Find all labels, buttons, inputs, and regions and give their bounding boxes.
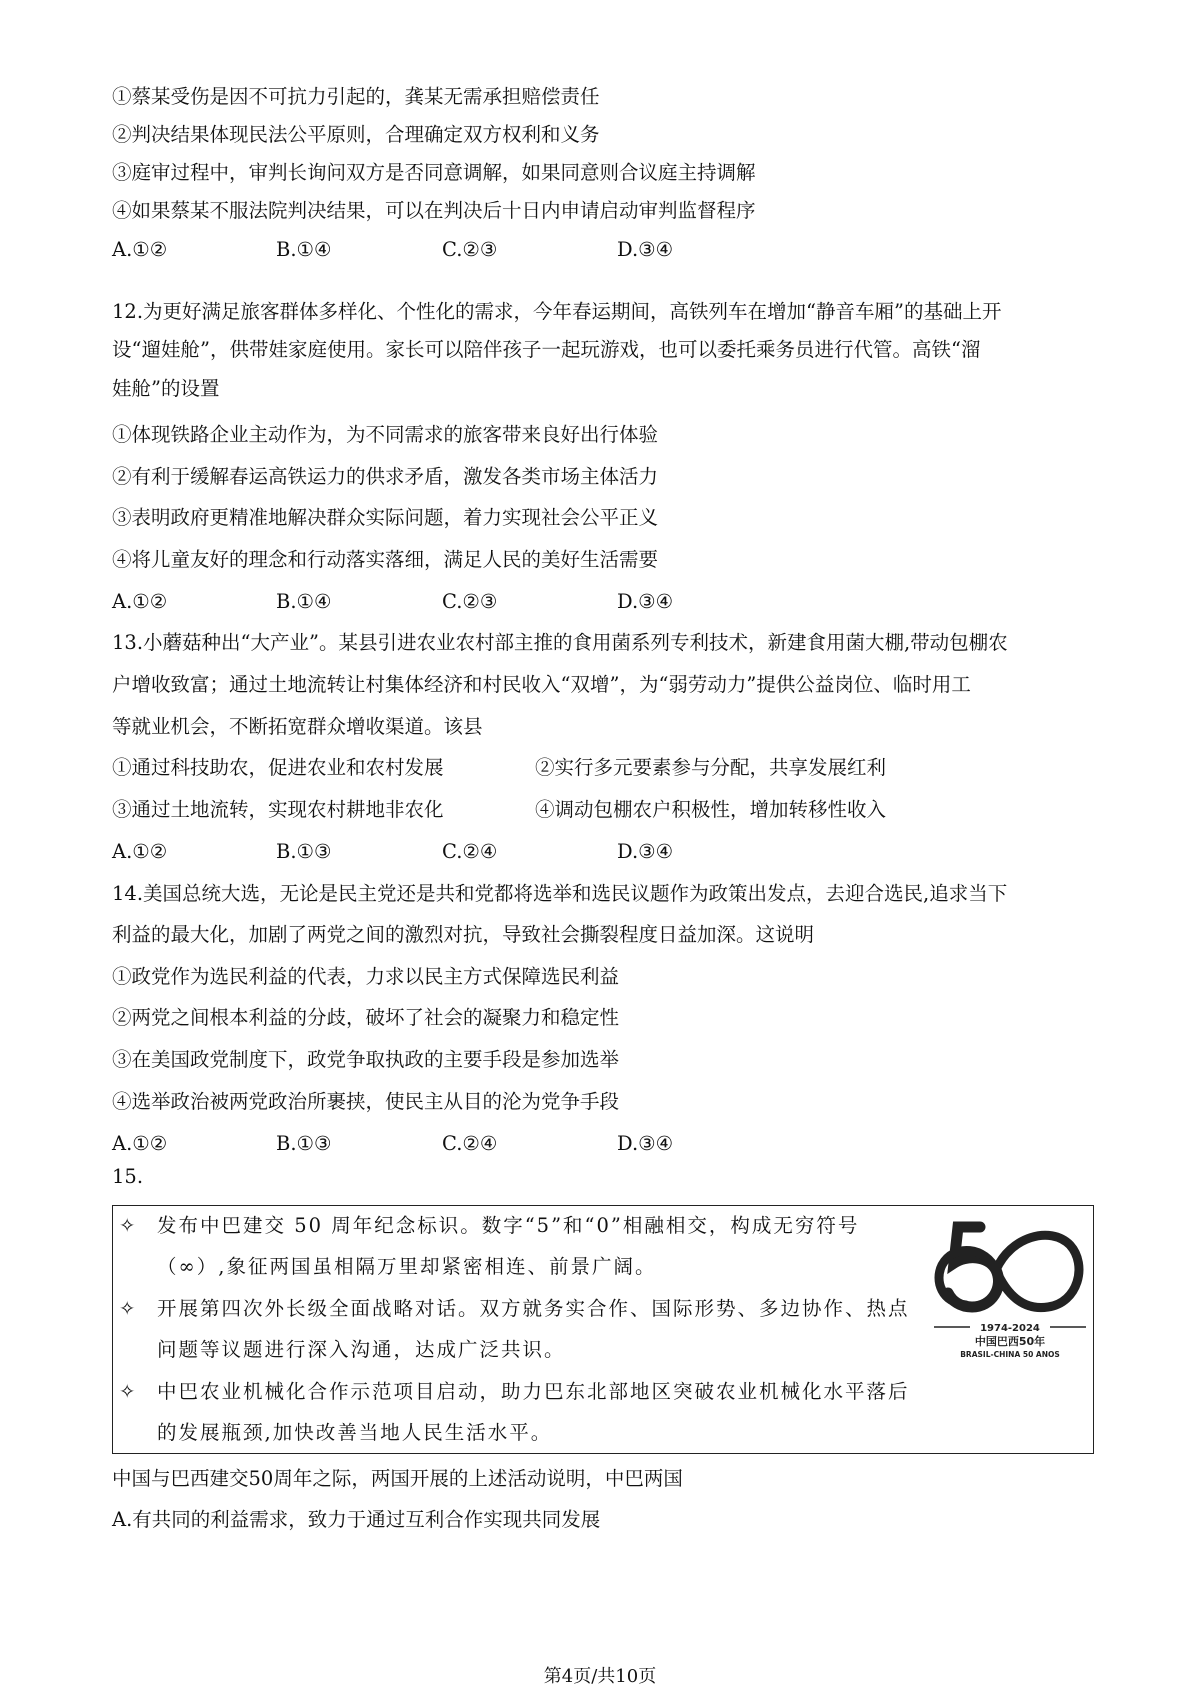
q11-item-2: ②判决结果体现民法公平原则，合理确定双方权利和义务 bbox=[112, 123, 600, 146]
q15-number: 15. bbox=[112, 1165, 144, 1188]
q13-option-c: C.②④ bbox=[442, 840, 498, 863]
q14-option-d: D.③④ bbox=[617, 1132, 674, 1155]
q11-option-a: A.①② bbox=[112, 238, 168, 261]
q13-option-d: D.③④ bbox=[617, 840, 674, 863]
q13-item-1: ①通过科技助农，促进农业和农村发展 bbox=[112, 756, 444, 779]
q11-option-d: D.③④ bbox=[617, 238, 674, 261]
q13-stem-line-1: 13.小蘑菇种出“大产业”。某县引进农业农村部主推的食用菌系列专利技术，新建食用菌大棚,带动包棚农 bbox=[112, 631, 1008, 654]
q15-box-text-2: （∞）,象征两国虽相隔万里却紧密相连、前景广阔。 bbox=[157, 1255, 657, 1278]
q11-option-b: B.①④ bbox=[276, 238, 332, 261]
q14-option-a: A.①② bbox=[112, 1132, 168, 1155]
q15-box-text-6: 的发展瓶颈,加快改善当地人民生活水平。 bbox=[157, 1421, 553, 1444]
q11-option-c: C.②③ bbox=[442, 238, 498, 261]
q15-box-text-4: 问题等议题进行深入沟通，达成广泛共识。 bbox=[157, 1338, 566, 1361]
q11-item-4: ④如果蔡某不服法院判决结果，可以在判决后十日内申请启动审判监督程序 bbox=[112, 199, 756, 222]
q13-stem-line-3: 等就业机会，不断拓宽群众增收渠道。该县 bbox=[112, 715, 483, 738]
q13-item-4: ④调动包棚农户积极性，增加转移性收入 bbox=[535, 798, 887, 821]
q12-option-a: A.①② bbox=[112, 590, 168, 613]
q11-item-1: ①蔡某受伤是因不可抗力引起的，龚某无需承担赔偿责任 bbox=[112, 85, 600, 108]
q14-option-c: C.②④ bbox=[442, 1132, 498, 1155]
china-brazil-50-years-logo bbox=[930, 1215, 1090, 1365]
q12-item-4: ④将儿童友好的理念和行动落实落细，满足人民的美好生活需要 bbox=[112, 548, 659, 571]
q14-item-3: ③在美国政党制度下，政党争取执政的主要手段是参加选举 bbox=[112, 1048, 620, 1071]
q15-box-text-5: 中巴农业机械化合作示范项目启动，助力巴东北部地区突破农业机械化水平落后 bbox=[157, 1380, 910, 1403]
q14-item-2: ②两党之间根本利益的分歧，破坏了社会的凝聚力和稳定性 bbox=[112, 1006, 620, 1029]
bullet-icon: ✧ bbox=[119, 1297, 136, 1320]
bullet-icon: ✧ bbox=[119, 1214, 136, 1237]
q13-option-b: B.①③ bbox=[276, 840, 332, 863]
q15-box-text-1: 发布中巴建交 50 周年纪念标识。数字“5”和“0”相融相交，构成无穷符号 bbox=[157, 1214, 860, 1237]
q13-stem-line-2: 户增收致富；通过土地流转让村集体经济和村民收入“双增”，为“弱劳动力”提供公益岗位、临时用工 bbox=[112, 673, 971, 696]
bullet-icon: ✧ bbox=[119, 1380, 136, 1403]
q15-option-a: A.有共同的利益需求，致力于通过互利合作实现共同发展 bbox=[112, 1508, 601, 1531]
logo-years: 1974-2024 bbox=[980, 1323, 1040, 1334]
q12-item-3: ③表明政府更精准地解决群众实际问题，着力实现社会公平正义 bbox=[112, 506, 659, 529]
logo-chinese-caption: 中国巴西50年 bbox=[974, 1335, 1046, 1348]
q12-item-2: ②有利于缓解春运高铁运力的供求矛盾，激发各类市场主体活力 bbox=[112, 465, 659, 488]
q12-item-1: ①体现铁路企业主动作为，为不同需求的旅客带来良好出行体验 bbox=[112, 423, 659, 446]
page-footer: 第4页/共10页 bbox=[543, 1666, 657, 1687]
q12-option-c: C.②③ bbox=[442, 590, 498, 613]
q12-option-b: B.①④ bbox=[276, 590, 332, 613]
q14-item-1: ①政党作为选民利益的代表，力求以民主方式保障选民利益 bbox=[112, 965, 620, 988]
q12-stem-line-3: 娃舱”的设置 bbox=[112, 377, 220, 400]
q15-stem: 中国与巴西建交50周年之际，两国开展的上述活动说明，中巴两国 bbox=[112, 1467, 683, 1490]
q14-stem-line-1: 14.美国总统大选，无论是民主党还是共和党都将选举和选民议题作为政策出发点，去迎合选民,追求当下 bbox=[112, 882, 1008, 905]
q12-stem-line-2: 设“遛娃舱”，供带娃家庭使用。家长可以陪伴孩子一起玩游戏，也可以委托乘务员进行代管。高铁“溜 bbox=[112, 338, 981, 361]
q11-item-3: ③庭审过程中，审判长询问双方是否同意调解，如果同意则合议庭主持调解 bbox=[112, 161, 756, 184]
q15-box-text-3: 开展第四次外长级全面战略对话。双方就务实合作、国际形势、多边协作、热点 bbox=[157, 1297, 910, 1320]
q13-option-a: A.①② bbox=[112, 840, 168, 863]
q14-stem-line-2: 利益的最大化，加剧了两党之间的激烈对抗，导致社会撕裂程度日益加深。这说明 bbox=[112, 923, 815, 946]
q13-item-3: ③通过土地流转，实现农村耕地非农化 bbox=[112, 798, 444, 821]
logo-portuguese-caption: BRASIL-CHINA 50 ANOS bbox=[960, 1350, 1060, 1359]
q12-option-d: D.③④ bbox=[617, 590, 674, 613]
q14-option-b: B.①③ bbox=[276, 1132, 332, 1155]
q14-item-4: ④选举政治被两党政治所裹挟，使民主从目的沦为党争手段 bbox=[112, 1090, 620, 1113]
q12-stem-line-1: 12.为更好满足旅客群体多样化、个性化的需求，今年春运期间，高铁列车在增加“静音车厢”的基础上开 bbox=[112, 300, 1002, 323]
q13-item-2: ②实行多元要素参与分配，共享发展红利 bbox=[535, 756, 887, 779]
